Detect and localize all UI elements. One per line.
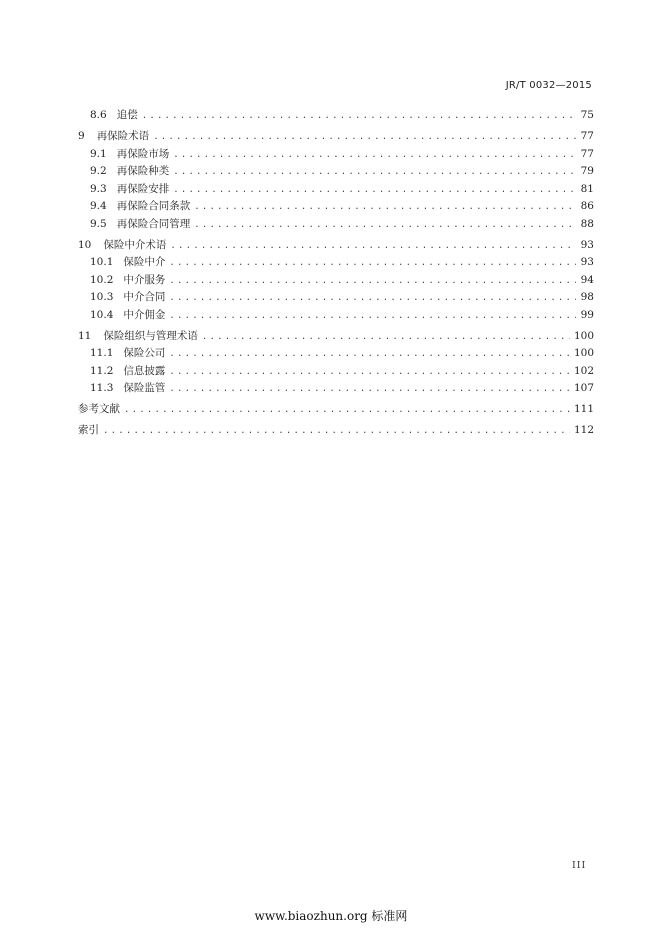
toc-entry-title: 中介服务 xyxy=(123,273,166,286)
toc-entry-number: 10.4 xyxy=(90,308,114,321)
toc-entry-number: 9.3 xyxy=(90,182,107,195)
toc-entry-title: 保险中介术语 xyxy=(103,238,167,251)
toc-entry-page: 100 xyxy=(573,347,594,359)
toc-entry-number: 9.1 xyxy=(90,147,107,160)
toc-dot-leader xyxy=(173,147,576,165)
toc-entry-page: 98 xyxy=(580,291,594,303)
toc-entry-number: 8.6 xyxy=(90,109,107,121)
toc-entry[interactable] xyxy=(78,237,594,255)
toc-entry-page: 102 xyxy=(573,364,594,377)
toc-entry-page: 94 xyxy=(580,273,594,286)
toc-entry-page: 107 xyxy=(573,382,594,394)
toc-entry-number: 11.3 xyxy=(90,382,114,394)
toc-entry-title: 保险公司 xyxy=(123,347,166,359)
toc-entry-number: 10.2 xyxy=(90,273,114,286)
toc-entry-page: 77 xyxy=(580,147,594,160)
toc-dot-leader xyxy=(169,255,576,273)
toc-dot-leader xyxy=(202,329,570,347)
toc-entry[interactable] xyxy=(78,163,594,181)
toc-dot-leader xyxy=(194,217,576,235)
toc-entry[interactable] xyxy=(78,216,594,234)
toc-entry-title: 追偿 xyxy=(116,109,138,121)
toc-entry-title: 再保险合同管理 xyxy=(116,217,191,230)
toc-dot-leader xyxy=(173,182,576,200)
toc-dot-leader xyxy=(169,381,570,399)
toc-entry[interactable] xyxy=(78,422,594,440)
toc-entry-number: 9.2 xyxy=(90,165,107,177)
toc-entry-page: 99 xyxy=(580,308,594,321)
toc-entry-title: 参考文献 xyxy=(78,403,120,415)
toc-entry-number: 9.5 xyxy=(90,217,107,230)
toc-dot-leader xyxy=(153,129,576,147)
toc-dot-leader xyxy=(124,402,570,420)
toc-entry-number: 11 xyxy=(78,329,92,342)
toc-dot-leader xyxy=(194,199,576,217)
toc-entry-page: 93 xyxy=(580,238,594,251)
toc-entry-number: 9 xyxy=(78,130,85,142)
toc-entry-title: 再保险种类 xyxy=(116,165,170,177)
toc-entry[interactable] xyxy=(78,289,594,307)
toc-entry-page: 100 xyxy=(573,329,594,342)
toc-entry-title: 再保险术语 xyxy=(96,130,150,142)
toc-entry-page: 88 xyxy=(580,217,594,230)
table-of-contents xyxy=(78,107,594,440)
toc-entry[interactable] xyxy=(78,307,594,325)
toc-entry-number: 10.1 xyxy=(90,256,114,268)
toc-entry[interactable] xyxy=(78,380,594,398)
toc-dot-leader xyxy=(169,273,576,291)
toc-dot-leader xyxy=(103,423,570,441)
toc-entry-page: 112 xyxy=(573,424,594,436)
toc-entry-title: 再保险合同条款 xyxy=(116,200,191,212)
toc-entry-page: 111 xyxy=(573,403,594,415)
doc-code: JR/T 0032—2015 xyxy=(505,80,592,91)
toc-entry[interactable] xyxy=(78,272,594,290)
toc-entry-page: 79 xyxy=(580,165,594,177)
toc-dot-leader xyxy=(142,108,576,126)
page-number: III xyxy=(572,860,587,871)
toc-entry-number: 11.1 xyxy=(90,347,114,359)
toc-dot-leader xyxy=(169,290,576,308)
toc-entry[interactable] xyxy=(78,128,594,146)
toc-entry-page: 93 xyxy=(580,256,594,268)
toc-entry[interactable] xyxy=(78,401,594,419)
toc-dot-leader xyxy=(173,164,576,182)
toc-entry-page: 86 xyxy=(580,200,594,212)
toc-entry-page: 81 xyxy=(580,182,594,195)
toc-entry[interactable] xyxy=(78,198,594,216)
toc-entry[interactable] xyxy=(78,345,594,363)
toc-entry-title: 索引 xyxy=(78,424,99,436)
toc-entry-title: 保险监管 xyxy=(123,382,166,394)
toc-entry-title: 中介佣金 xyxy=(123,308,166,321)
toc-entry-title: 保险中介 xyxy=(123,256,166,268)
toc-entry-page: 77 xyxy=(580,130,594,142)
toc-entry-number: 10.3 xyxy=(90,291,114,303)
toc-entry[interactable] xyxy=(78,181,594,199)
toc-dot-leader xyxy=(169,308,576,326)
toc-entry-number: 9.4 xyxy=(90,200,107,212)
toc-entry-page: 75 xyxy=(580,109,594,121)
toc-entry[interactable] xyxy=(78,107,594,125)
toc-dot-leader xyxy=(169,346,570,364)
toc-entry-title: 信息披露 xyxy=(123,364,166,377)
toc-entry-title: 再保险安排 xyxy=(116,182,170,195)
footer-website: www.biaozhun.org 标准网 xyxy=(254,909,408,923)
toc-entry-number: 11.2 xyxy=(90,364,114,377)
toc-entry[interactable] xyxy=(78,328,594,346)
toc-entry[interactable] xyxy=(78,146,594,164)
toc-entry-title: 中介合同 xyxy=(123,291,166,303)
toc-entry-number: 10 xyxy=(78,238,92,251)
toc-dot-leader xyxy=(170,238,576,256)
toc-entry-title: 保险组织与管理术语 xyxy=(103,329,198,342)
toc-entry[interactable] xyxy=(78,254,594,272)
toc-entry[interactable] xyxy=(78,363,594,381)
toc-entry-title: 再保险市场 xyxy=(116,147,170,160)
toc-dot-leader xyxy=(169,364,570,382)
